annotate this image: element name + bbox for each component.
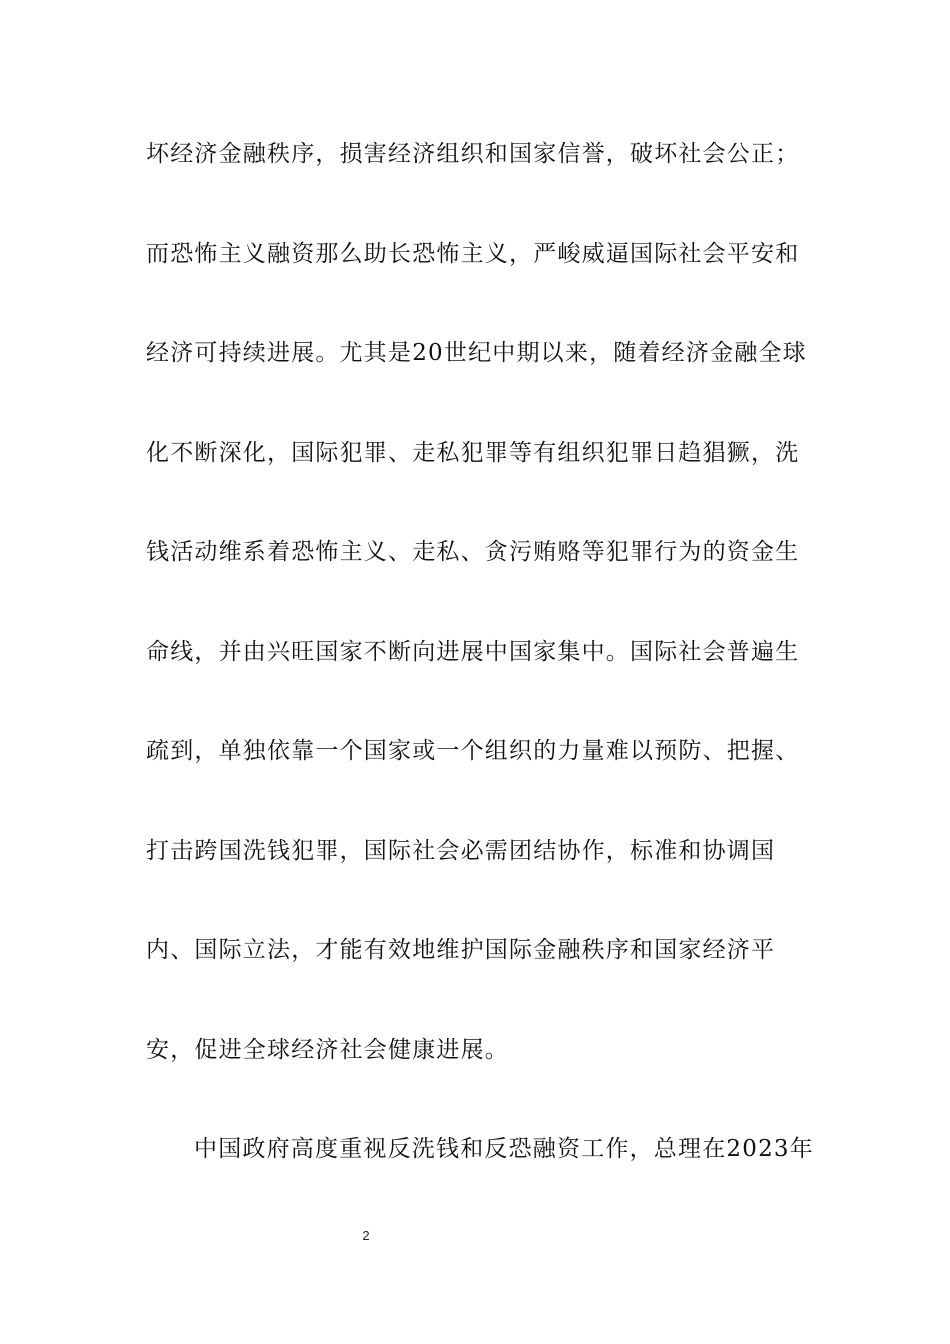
- page-number: 2: [362, 1228, 370, 1243]
- text-line-3: 经济可持续进展。尤其是20世纪中期以来，随着经济金融全球: [146, 340, 807, 366]
- body-text: [146, 134, 814, 1229]
- text-line-1: 坏经济金融秩序，损害经济组织和国家信誉，破坏社会公正；: [146, 141, 800, 167]
- text-line-8: 打击跨国洗钱犯罪，国际社会必需团结协作，标准和协调国: [146, 837, 776, 864]
- text-line-9: 内、国际立法，才能有效地维护国际金融秩序和国家经济平: [146, 937, 776, 963]
- text-line-7: 疏到，单独依靠一个国家或一个组织的力量难以预防、把握、: [146, 738, 800, 764]
- text-line-5: 钱活动维系着恐怖主义、走私、贪污贿赂等犯罪行为的资金生: [146, 539, 800, 565]
- text-line-10: 安，促进全球经济社会健康进展。: [146, 1036, 509, 1063]
- text-line-2: 而恐怖主义融资那么助长恐怖主义，严峻威逼国际社会平安和: [146, 240, 800, 267]
- text-line-4: 化不断深化，国际犯罪、走私犯罪等有组织犯罪日趋猖獗，洗: [146, 439, 800, 466]
- text-line-6: 命线，并由兴旺国家不断向进展中国家集中。国际社会普遍生: [146, 638, 800, 665]
- paragraph-2-first-line: 中国政府高度重视反洗钱和反恐融资工作，总理在2023年: [194, 1136, 814, 1162]
